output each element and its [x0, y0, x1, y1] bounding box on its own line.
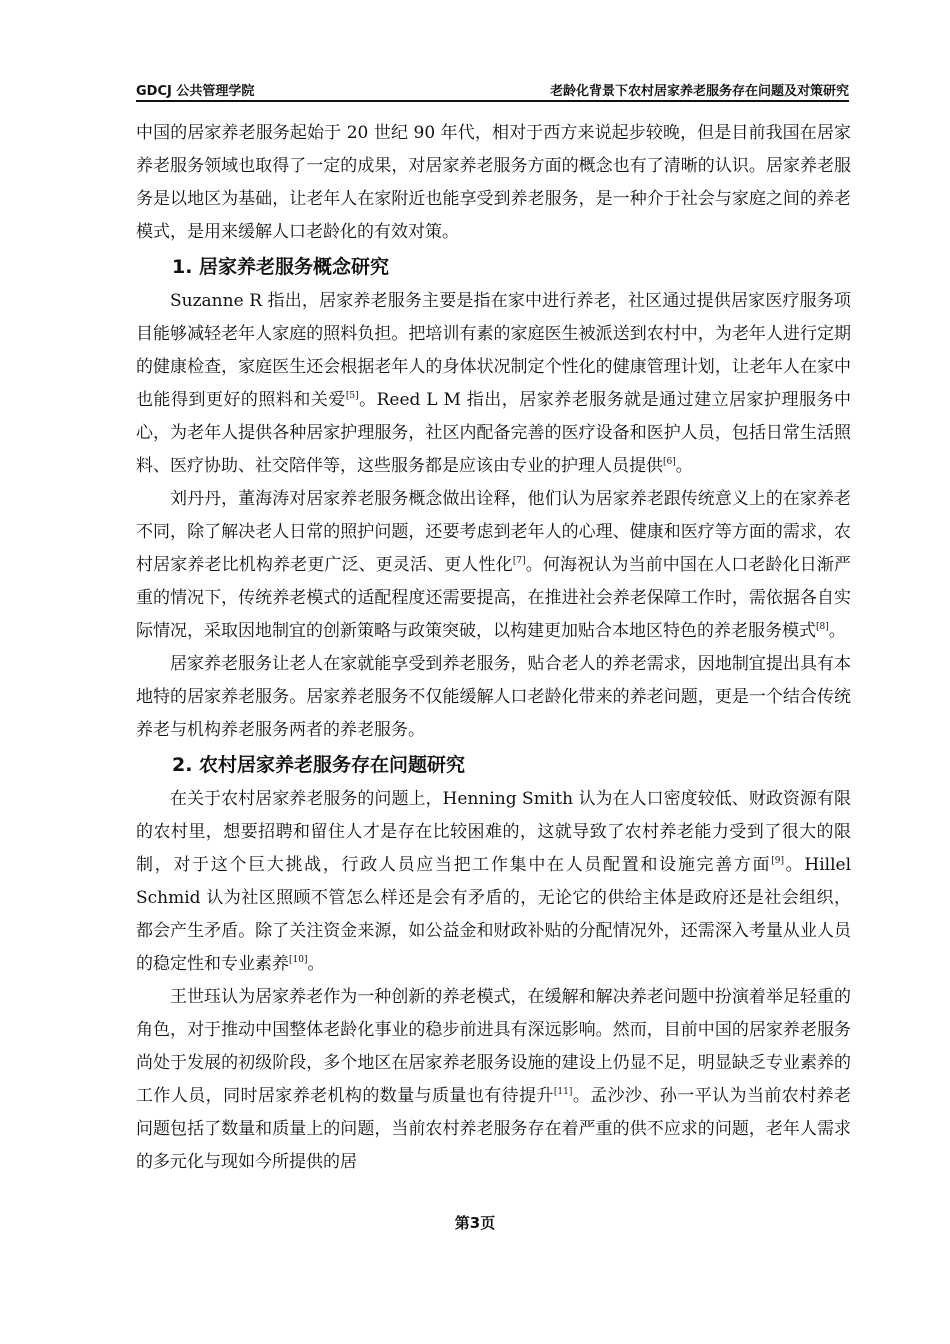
- paragraph-concept-1: [136, 285, 851, 483]
- paragraph-text: 。孟沙沙、孙一平认为当前农村养老问题包括了数量和质量上的问题，当前农村养老服务存在着严重的供不应求的问题，老年人需求的多元化与现如今所提供的居: [136, 1086, 852, 1172]
- header-institution: GDCJ 公共管理学院: [136, 84, 255, 99]
- paragraph-concept-2: [136, 483, 851, 648]
- paragraph-text: 。: [828, 621, 846, 641]
- citation-ref: [8]: [816, 622, 829, 632]
- paragraph-text: 。Reed L M 指出，居家养老服务就是通过建立居家护理服务中心，为老年人提供各种居家护理服务，社区内配备完善的医疗设备和医护人员，包括日常生活照料、医疗协助、社交陪伴等，这些服务都是应该由专业的护理人员提供: [136, 390, 851, 476]
- paragraph-text: 王世珏认为居家养老作为一种创新的养老模式，在缓解和解决养老问题中扮演着举足轻重的角色，对于推动中国整体老龄化事业的稳步前进具有深远影响。然而，目前中国的居家养老服务尚处于发展的初级阶段，多个地区在居家养老服务设施的建设上仍显不足，明显缺乏专业素养的工作人员，同时居家养老机构的数量与质量也有待提升: [136, 987, 851, 1106]
- paragraph-text: Suzanne R 指出，居家养老服务主要是指在家中进行养老，社区通过提供居家医疗服务项目能够减轻老年人家庭的照料负担。把培训有素的家庭医生被派送到农村中，为老年人进行定期的健康检查，家庭医生还会根据老年人的身体状况制定个性化的健康管理计划，让老年人在家中也能得到更好的照料和关爱: [136, 291, 851, 410]
- citation-ref: [7]: [512, 556, 526, 566]
- paragraph-text: 在关于农村居家养老服务的问题上，Henning Smith 认为在人口密度较低、财政资源有限的农村里，想要招聘和留住人才是存在比较困难的，这就导致了农村养老能力受到了很大的限制，对于这个巨大挑战，行政人员应当把工作集中在人员配置和设施完善方面: [136, 789, 851, 875]
- section-heading-2: 2. 农村居家养老服务存在问题研究: [172, 754, 466, 776]
- section-heading-1: 1. 居家养老服务概念研究: [172, 256, 390, 278]
- paragraph-text: 。Hillel Schmid 认为社区照顾不管怎么样还是会有矛盾的，无论它的供给主体是政府还是社会组织，都会产生矛盾。除了关注资金来源，如公益金和财政补贴的分配情况外，还需深入考量从业人员的稳定性和专业素养: [136, 855, 852, 974]
- paragraph-problems-2: [136, 981, 851, 1179]
- paragraph-text: 刘丹丹，董海涛对居家养老服务概念做出诠释，他们认为居家养老跟传统意义上的在家养老不同，除了解决老人日常的照护问题，还要考虑到老年人的心理、健康和医疗等方面的需求，农村居家养老比机构养老更广泛、更灵活、更人性化: [136, 489, 851, 575]
- page-number: 第3页: [454, 1214, 496, 1232]
- citation-ref: [6]: [663, 457, 676, 467]
- paragraph-intro: 中国的居家养老服务起始于 20 世纪 90 年代，相对于西方来说起步较晚，但是目前我国在居家养老服务领域也取得了一定的成果，对居家养老服务方面的概念也有了清晰的认识。居家养老服务是以地区为基础，让老年人在家附近也能享受到养老服务，是一种介于社会与家庭之间的养老模式，是用来缓解人口老龄化的有效对策。: [136, 123, 851, 242]
- citation-ref: [11]: [553, 1087, 573, 1097]
- paragraph-concept-summary: 居家养老服务让老人在家就能享受到养老服务，贴合老人的养老需求，因地制宜提出具有本地特的居家养老服务。居家养老服务不仅能缓解人口老龄化带来的养老问题，更是一个结合传统养老与机构养老服务两者的养老服务。: [136, 654, 851, 740]
- header-rule: [136, 100, 849, 102]
- body-text: [136, 117, 851, 1179]
- paragraph-text: 。: [675, 456, 693, 476]
- citation-ref: [9]: [771, 856, 784, 866]
- paragraph-text: 。何海祝认为当前中国在人口老龄化日渐严重的情况下，传统养老模式的适配程度还需要提高，在推进社会养老保障工作时，需依据各自实际情况，采取因地制宜的创新策略与政策突破，以构建更加贴合本地区特色的养老服务模式: [136, 555, 852, 641]
- page-header: [136, 80, 849, 98]
- paragraph-text: 。: [307, 954, 325, 974]
- paragraph-problems-1: [136, 783, 851, 981]
- header-paper-title: 老龄化背景下农村居家养老服务存在问题及对策研究: [549, 84, 849, 99]
- citation-ref: [5]: [345, 391, 359, 401]
- citation-ref: [10]: [289, 955, 308, 965]
